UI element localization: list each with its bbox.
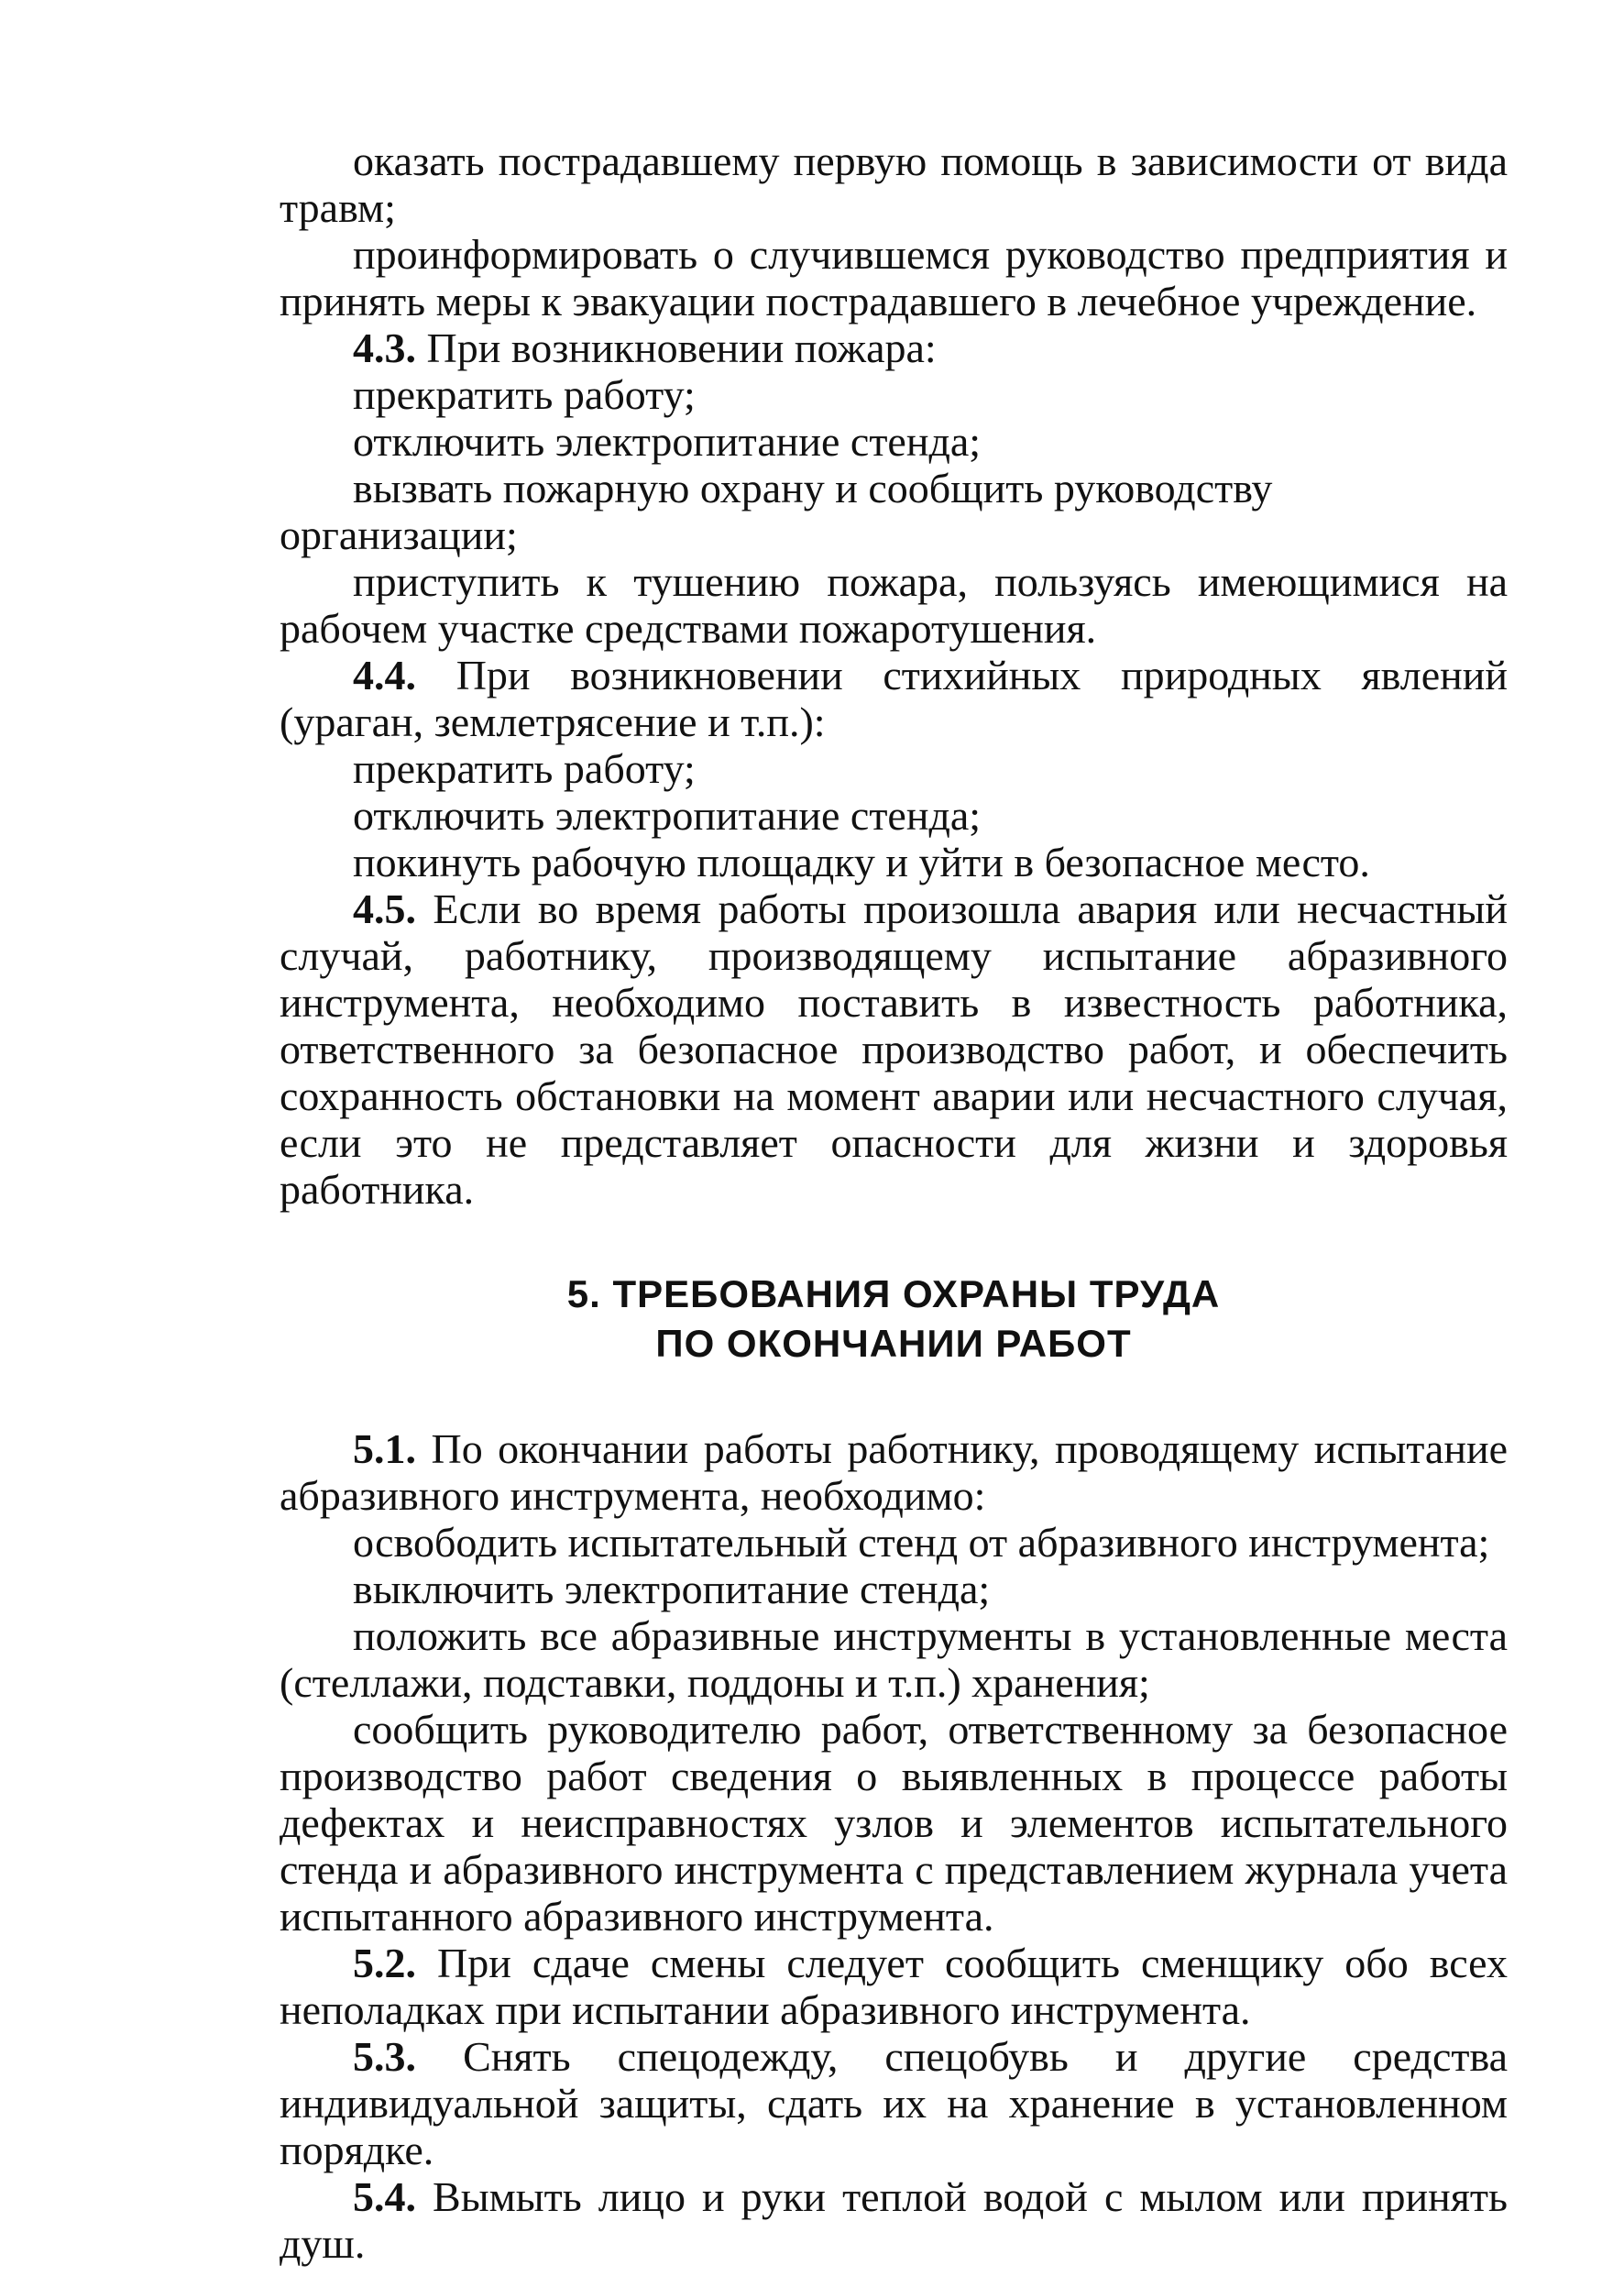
clause-text: При возникновении пожара: [416,324,937,371]
document-page [280,137,1508,2267]
list-item: выключить электропитание стенда; [353,1566,991,1612]
clause-text: Вымыть лицо и руки теплой водой с мылом или принять душ. [280,2173,1508,2267]
paragraph-inform-management: проинформировать о случившемся руководство предприятия и принять меры к эвакуации пострадавшего в лечебное учреждение. [280,231,1508,324]
clause-number: 4.5. [353,885,416,932]
clause-number: 5.2. [353,1940,416,1986]
clause-number: 5.4. [353,2173,416,2220]
clause-number: 5.1. [353,1425,416,1472]
clause-number: 4.3. [353,324,416,371]
paragraph-5-1 [280,1425,1508,1519]
list-item: сообщить руководителю работ, ответственному за безопасное производство работ сведения о выявленных в процессе работы дефектах и неисправностях узлов и элементов испытательного стенда и абразивного инструмента с представлением журнала учета испытанного абразивного инструмента. [280,1706,1508,1940]
paragraph-first-aid: оказать пострадавшему первую помощь в зависимости от вида травм; [280,137,1508,231]
list-item: освободить испытательный стенд от абразивного инструмента; [353,1519,1490,1566]
list-item: положить все абразивные инструменты в установленные места (стеллажи, подставки, поддоны и т.п.) хранения; [280,1612,1508,1706]
paragraph-4-3 [280,324,1508,371]
list-item: вызвать пожарную охрану и сообщить руководству организации; [280,465,1273,558]
section-5-heading [280,1270,1508,1369]
section-4-continuation [280,137,1508,1213]
clause-text: Если во время работы произошла авария или несчастный случай, работнику, производящему испытание абразивного инструмента, необходимо поставить в известность работника, ответственного за безопасное производство работ, и обеспечить сохранность обстановки на момент аварии или несчастного случая, если это не представляет опасности для жизни и здоровья работника. [280,885,1508,1213]
section-heading-line-1: 5. ТРЕБОВАНИЯ ОХРАНЫ ТРУДА [566,1272,1221,1315]
section-heading-line-2: ПО ОКОНЧАНИИ РАБОТ [655,1322,1132,1365]
clause-text: При возникновении стихийных природных явлений (ураган, землетрясение и т.п.): [280,652,1508,745]
section-5-body [280,1425,1508,2267]
clause-text: При сдаче смены следует сообщить сменщику обо всех неполадках при испытании абразивного инструмента. [280,1940,1508,2033]
list-item: приступить к тушению пожара, пользуясь имеющимися на рабочем участке средствами пожаротушения. [280,558,1508,652]
clause-text: По окончании работы работнику, проводящему испытание абразивного инструмента, необходимо: [280,1425,1508,1519]
list-item: отключить электропитание стенда; [353,792,982,839]
list-item: покинуть рабочую площадку и уйти в безопасное место. [353,839,1370,885]
paragraph-5-4 [280,2173,1508,2267]
paragraph-4-4 [280,652,1508,745]
paragraph-5-3 [280,2033,1508,2173]
clause-number: 5.3. [353,2033,416,2080]
list-item: отключить электропитание стенда; [353,418,982,465]
list-item: прекратить работу; [353,745,696,792]
list-item: прекратить работу; [353,371,696,418]
paragraph-4-5 [280,885,1508,1213]
paragraph-5-2 [280,1940,1508,2033]
clause-text: Снять спецодежду, спецобувь и другие средства индивидуальной защиты, сдать их на хранение в установленном порядке. [280,2033,1508,2173]
clause-number: 4.4. [353,652,416,698]
